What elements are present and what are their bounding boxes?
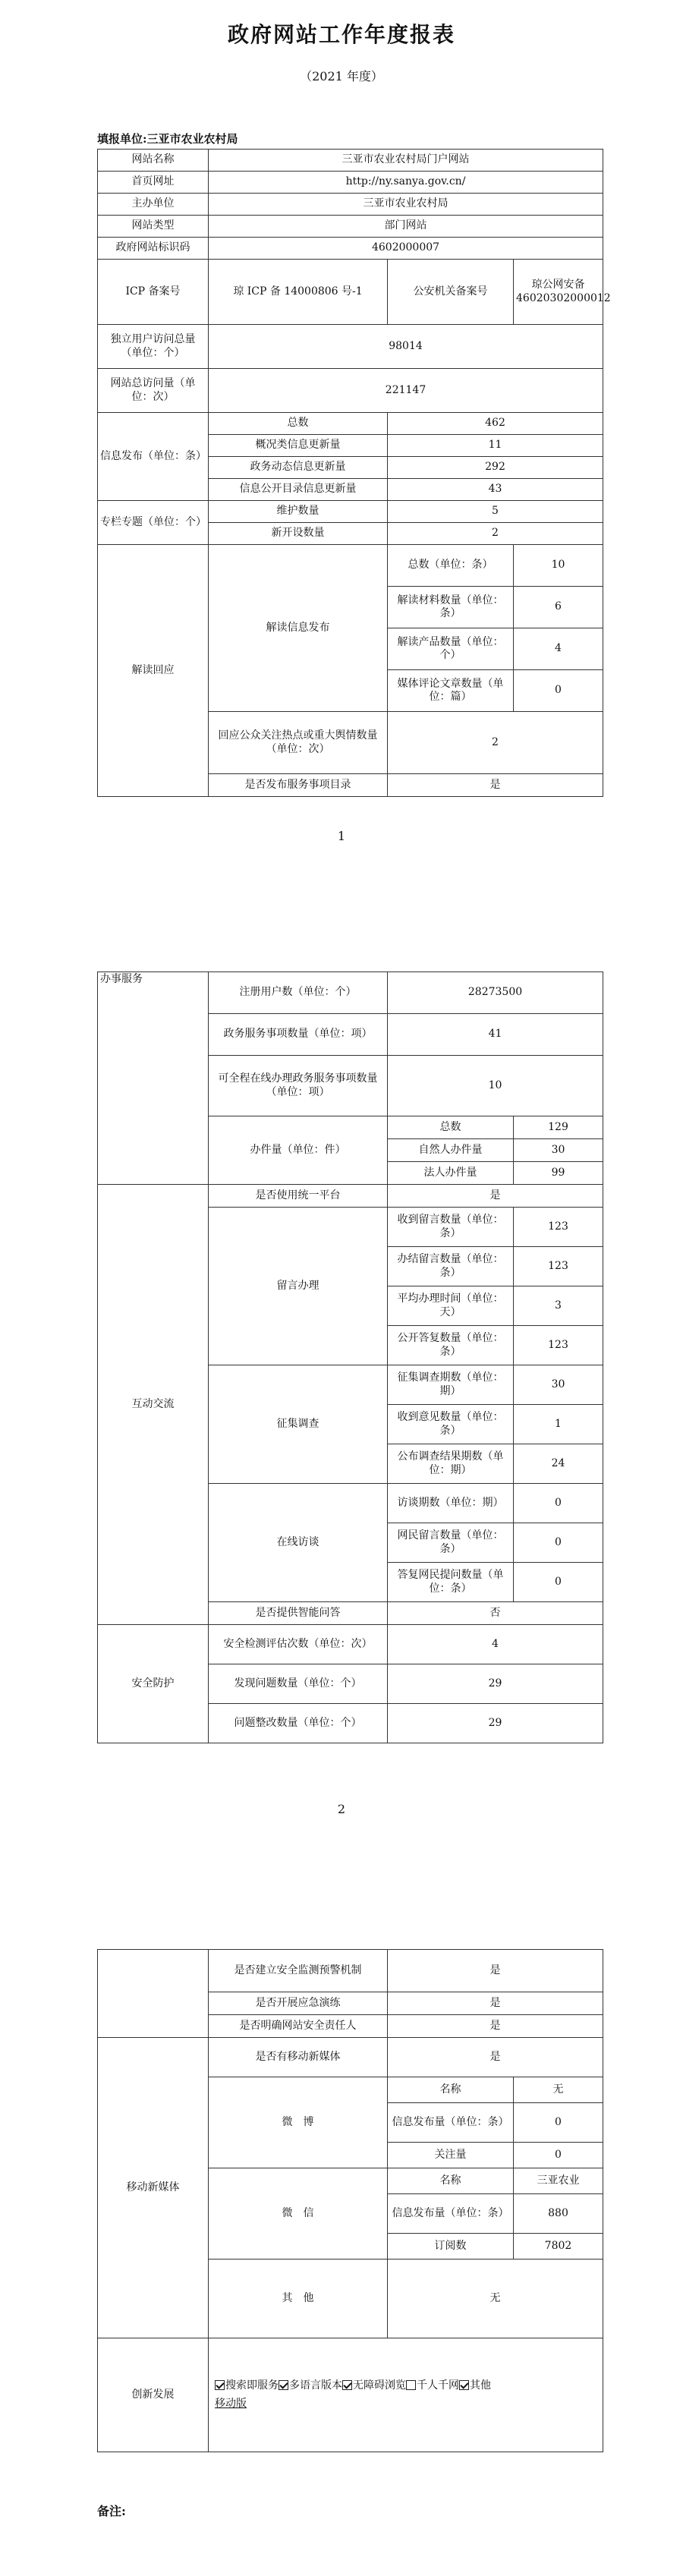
cell-label: 回应公众关注热点或重大舆情数量（单位：次） [209,712,388,774]
cell-label: 关注量 [388,2143,514,2168]
cell-label: 是否明确网站安全责任人 [209,2015,388,2038]
cell-label: 主办单位 [98,194,209,216]
group-label-innovation: 创新发展 [98,2338,209,2452]
cell-label: 是否有移动新媒体 [209,2038,388,2077]
checkbox-checked-icon[interactable] [279,2380,288,2390]
cell-label: 网民留言数量（单位：条） [388,1523,514,1563]
innovation-option[interactable]: 搜索即服务 [215,2379,279,2392]
innovation-option[interactable]: 无障碍浏览 [342,2379,406,2392]
cell-value: 123 [514,1208,603,1247]
cell-value: 129 [514,1116,603,1139]
cell-label: 政务动态信息更新量 [209,457,388,479]
sub-label-other: 其 他 [209,2260,388,2338]
cell-value: 30 [514,1139,603,1162]
page-views: 221147 [209,369,603,413]
cell-label: 发现问题数量（单位：个） [209,1664,388,1704]
cell-label: 是否开展应急演练 [209,1992,388,2015]
cell-label: 收到意见数量（单位：条） [388,1405,514,1444]
report-year: （2021 年度） [300,69,383,83]
innovation-other-text: 移动版 [215,2397,247,2410]
cell-value: 是 [388,774,603,797]
cell-value: 5 [388,501,603,523]
cell-label: 收到留言数量（单位：条） [388,1208,514,1247]
cell-label: 公布调查结果期数（单位：期） [388,1444,514,1484]
cell-value: 1 [514,1405,603,1444]
cell-value: 880 [514,2194,603,2234]
cell-value: 123 [514,1326,603,1365]
cell-label: 可全程在线办理政务服务事项数量（单位：项） [209,1056,388,1116]
cell-label: 法人办件量 [388,1162,514,1185]
cell-value: 0 [514,2103,603,2143]
cell-label: 维护数量 [209,501,388,523]
sub-label-messages: 留言办理 [209,1208,388,1365]
checkbox-empty-icon[interactable] [406,2380,416,2390]
cell-label: 媒体评论文章数量（单位：篇） [388,670,514,712]
cell-label: 解读产品数量（单位：个） [388,628,514,670]
cell-value: 是 [388,1950,603,1992]
cell-value: 否 [388,1602,603,1625]
cell-value: 10 [388,1056,603,1116]
sub-label-interpret: 解读信息发布 [209,545,388,712]
innovation-option[interactable]: 多语言版本 [279,2379,342,2392]
cell-label: 公安机关备案号 [388,260,514,325]
report-table-page-1 [97,149,611,797]
cell-label: 公开答复数量（单位：条） [388,1326,514,1365]
cell-label: 信息公开目录信息更新量 [209,479,388,501]
page-number: 2 [337,1802,346,1816]
sub-label-survey: 征集调查 [209,1365,388,1484]
cell-label: 信息发布量（单位：条） [388,2103,514,2143]
sub-label-weibo: 微 博 [209,2077,388,2168]
sub-label-interview: 在线访谈 [209,1484,388,1602]
psb-number: 琼公网安备 46020302000012 [514,260,603,325]
cell-label: 名称 [388,2077,514,2103]
report-title: 政府网站工作年度报表 [227,22,455,47]
cell-value: 4 [514,628,603,670]
cell-value: 无 [388,2260,603,2338]
cell-value: 是 [388,1992,603,2015]
cell-label: 问题整改数量（单位：个） [209,1704,388,1743]
cell-label: 首页网址 [98,172,209,194]
innovation-option[interactable]: 其他 [459,2379,491,2392]
cell-value: 是 [388,1185,603,1208]
checkbox-checked-icon[interactable] [342,2380,352,2390]
checkbox-checked-icon[interactable] [459,2380,469,2390]
cell-label: ICP 备案号 [98,260,209,325]
cell-value: 43 [388,479,603,501]
unique-visitors: 98014 [209,325,603,369]
cell-value: 0 [514,670,603,712]
cell-label: 平均办理时间（单位：天） [388,1286,514,1326]
cell-value: 6 [514,587,603,628]
group-label-column: 专栏专题（单位：个） [98,501,209,545]
cell-value: 3 [514,1286,603,1326]
cell-value: 0 [514,1523,603,1563]
cell-value: 123 [514,1247,603,1286]
cell-value: 10 [514,545,603,587]
cell-value: 三亚农业 [514,2168,603,2194]
cell-value: 2 [388,523,603,545]
report-table-page-3 [97,1949,603,2452]
cell-label: 总数 [388,1116,514,1139]
innovation-option[interactable]: 千人千网 [406,2379,459,2392]
group-label-mobile: 移动新媒体 [98,2038,209,2338]
cell-value: 41 [388,1014,603,1056]
icp-number: 琼 ICP 备 14000806 号-1 [209,260,388,325]
cell-label: 总数 [209,413,388,435]
group-label-security: 安全防护 [98,1625,209,1743]
page-number: 1 [337,829,346,843]
cell-label: 征集调查期数（单位：期） [388,1365,514,1405]
cell-label: 是否使用统一平台 [209,1185,388,1208]
site-name: 三亚市农业农村局门户网站 [209,150,603,172]
cell-label: 访谈期数（单位：期） [388,1484,514,1523]
cell-value: 是 [388,2015,603,2038]
group-label-publish: 信息发布（单位：条） [98,413,209,501]
cell-label: 是否发布服务事项目录 [209,774,388,797]
cell-label: 答复网民提问数量（单位：条） [388,1563,514,1602]
cell-label: 总数（单位：条） [388,545,514,587]
site-code: 4602000007 [209,238,603,260]
cell-label: 是否建立安全监测预警机制 [209,1950,388,1992]
cell-value: 28273500 [388,972,603,1014]
cell-label: 订阅数 [388,2234,514,2260]
cell-value: 0 [514,1563,603,1602]
cell-value: 4 [388,1625,603,1664]
cell-label: 注册用户数（单位：个） [209,972,388,1014]
cell-label: 安全检测评估次数（单位：次） [209,1625,388,1664]
group-label-service: 办事服务 [98,972,209,1185]
cell-value: 24 [514,1444,603,1484]
cell-value: 29 [388,1664,603,1704]
cell-value: 无 [514,2077,603,2103]
cell-label: 概况类信息更新量 [209,435,388,457]
host-unit: 三亚市农业农村局 [209,194,603,216]
cell-value: 29 [388,1704,603,1743]
cell-label: 信息发布量（单位：条） [388,2194,514,2234]
site-type: 部门网站 [209,216,603,238]
innovation-options [209,2338,603,2452]
cell-value: 11 [388,435,603,457]
cell-value: 7802 [514,2234,603,2260]
cell-label: 网站名称 [98,150,209,172]
sub-label-wechat: 微 信 [209,2168,388,2260]
cell-value: 是 [388,2038,603,2077]
remarks-label: 备注: [97,2504,126,2518]
site-url[interactable]: http://ny.sanya.gov.cn/ [209,172,603,194]
cell-label: 政府网站标识码 [98,238,209,260]
cell-label: 办结留言数量（单位：条） [388,1247,514,1286]
filling-unit: 填报单位:三亚市农业农村局 [97,132,238,146]
cell-label: 网站总访问量（单位：次） [98,369,209,413]
cell-label: 名称 [388,2168,514,2194]
security-continued [98,1950,209,2038]
cell-value: 2 [388,712,603,774]
cell-value: 292 [388,457,603,479]
report-table-page-2 [97,972,603,1743]
cell-label: 解读材料数量（单位：条） [388,587,514,628]
cell-value: 99 [514,1162,603,1185]
cell-label: 网站类型 [98,216,209,238]
cell-label: 是否提供智能问答 [209,1602,388,1625]
cell-value: 0 [514,2143,603,2168]
cell-label: 办件量（单位：件） [209,1116,388,1185]
cell-value: 0 [514,1484,603,1523]
cell-label: 独立用户访问总量（单位：个） [98,325,209,369]
group-label-interpret: 解读回应 [98,545,209,797]
cell-value: 462 [388,413,603,435]
cell-value: 30 [514,1365,603,1405]
cell-label: 新开设数量 [209,523,388,545]
cell-label: 自然人办件量 [388,1139,514,1162]
checkbox-checked-icon[interactable] [215,2380,225,2390]
cell-label: 政务服务事项数量（单位：项） [209,1014,388,1056]
group-label-interact: 互动交流 [98,1185,209,1625]
